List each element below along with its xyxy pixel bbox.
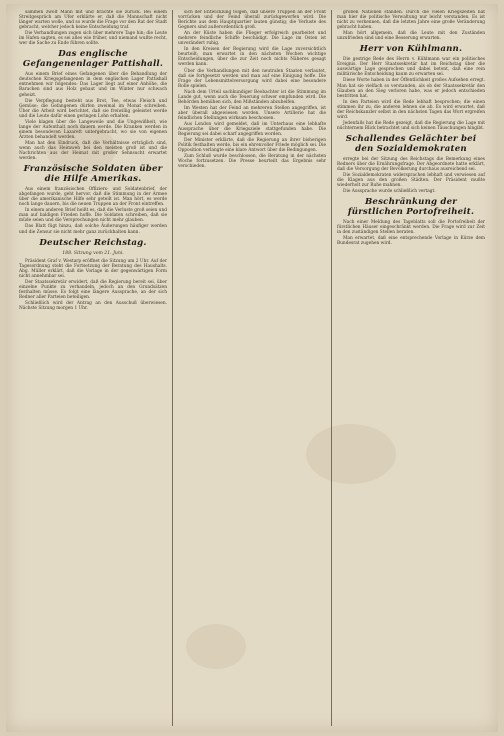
- article-paragraph: Die Verpflegung besteht aus Brot, Tee, etwas Fleisch und Gemüse; die Gefangenen dürfen zweimal im Monat schreiben. Über die Arbeit wird berichtet, daß sie freiwillig geleistet werde und die Leute dafür einen geringen Lohn erhalten.: [19, 98, 167, 119]
- article-paragraph: Das Blatt fügt hinzu, daß solche Äußerungen häufiger werden und die Zensur sie nicht mehr ganz zurückhalten kann.: [19, 224, 167, 235]
- headline-pattishall: Das englische Gefangenenlager Pattishall.: [22, 49, 164, 70]
- article-paragraph: Aus einem Brief eines Gefangenen über die Behandlung der deutschen Kriegsgefangenen in dem englischen Lager Pattishall entnehmen wir folgendes: Das Lager liegt auf einer Anhöhe, die Baracken sind aus Holz gebaut und im Winter nur schwach geheizt.: [19, 72, 167, 98]
- article-paragraph: Aus einem französischen Offiziers- und Soldatenbrief, der abgefangen wurde, geht hervor, daß die Stimmung in der Armee über die amerikanische Hilfe sehr geteilt ist. Man hört, es werde noch lange dauern, bis die neuen Truppen an der Front eintreffen.: [19, 187, 167, 208]
- headline-portofreiheit: Beschränkung der fürstlichen Portofreiheit.: [347, 197, 475, 218]
- article-paragraph: Die Sozialdemokraten widersprachen lebhaft und verwiesen auf die Klagen aus den großen Städten. Der Präsident mußte wiederholt zur Ruhe mahnen.: [337, 173, 485, 189]
- article-paragraph: Man erwartet, daß eine entsprechende Vorlage in Kürze dem Bundesrat zugehen wird.: [337, 236, 485, 247]
- article-paragraph: Zum Schluß wurde beschlossen, die Beratung in der nächsten Woche fortzusetzen. Die Presse beurteilt das Ergebnis sehr verschieden.: [178, 154, 326, 170]
- article-paragraph: Nach dem Urteil sachkundiger Beobachter ist die Stimmung im Lande gut, wenn auch die Teuerung schwer empfunden wird. Die Behörden bemühen sich, den Mißständen abzuhelfen.: [178, 89, 326, 105]
- article-paragraph: Man hört allgemein, daß die Leute mit den Zuständen unzufrieden sind und eine Besserung erwarten.: [337, 31, 485, 42]
- article-paragraph: Viele klagen über die Langeweile und die Ungewißheit, wie lange der Aufenthalt noch dauern werde. Die Kranken werden in einem besonderen Lazarett untergebracht, wo sie von eigenen Ärzten behandelt werden.: [19, 119, 167, 140]
- column-middle: [172, 10, 331, 726]
- article-paragraph: großen Nationen standen. Durch die vielen Kriegszeiten hat man hier die politische Verwaltung nur leicht verstanden. Es ist nicht zu verkennen, daß die letzten Jahre eine große Veränderung gebracht haben.: [337, 10, 485, 31]
- article-paragraph: Aus London wird gemeldet, daß im Unterhaus eine lebhafte Aussprache über die Kriegsziele stattgefunden habe. Die Regierung sei dabei scharf angegriffen worden.: [178, 121, 326, 138]
- article-paragraph: Jedenfalls hat die Rede gezeigt, daß die Regierung die Lage mit nüchternem Blick betrachtet und sich keinen Täuschungen hingibt.: [337, 120, 485, 131]
- article-paragraph: Im Westen hat der Feind an mehreren Stellen angegriffen, ist aber überall abgewiesen worden. Unsere Artillerie hat die feindlichen Stellungen wirksam beschossen.: [178, 105, 326, 121]
- article-paragraph: Nach einer Meldung des Tageblatts soll die Portofreiheit der fürstlichen Häuser eingeschränkt werden. Die Frage wird zur Zeit in den zuständigen Stellen beraten.: [337, 220, 485, 236]
- article-paragraph: erregte bei der Sitzung des Reichstags die Bemerkung eines Redners über die Ernährungsfrage. Der Abgeordnete hatte erklärt, daß die Versorgung der Bevölkerung durchaus ausreichend sei.: [337, 156, 485, 173]
- article-paragraph: An der Küste haben die Flieger erfolgreich gearbeitet und mehrere feindliche Schiffe beschädigt. Die Lage im Osten ist unverändert ruhig.: [178, 31, 326, 47]
- article-paragraph: Die gestrige Rede des Herrn v. Kühlmann war ein politisches Ereignis. Der Herr Staatssekretär hat im Reichstag über die auswärtige Lage gesprochen und dabei betont, daß eine rein militärische Entscheidung kaum zu erwarten sei.: [337, 57, 485, 78]
- session-subheading: 188. Sitzung vom 21. Juni.: [62, 250, 124, 256]
- newspaper-page: [6, 4, 498, 732]
- article-paragraph: sammen zwölf Mann mit und brachte sie zurück. Bei einem Streitgespräch am Ufer erklärte er, daß die Mannschaft nicht länger warten wolle, und so wurde die Frage vor den Rat der Stadt gebracht, welcher jedoch keine Entscheidung traf.: [19, 10, 167, 31]
- article-paragraph: Über die Verhandlungen mit den neutralen Staaten verlautet, daß sie fortgesetzt werden und man auf eine Einigung hoffe. Die Frage der Lebensmittelversorgung wird dabei eine besondere Rolle spielen.: [178, 68, 326, 89]
- column-right: [331, 10, 490, 726]
- headline-kuehlmann: Herr von Kühlmann.: [359, 44, 463, 55]
- article-paragraph: Schließlich wird der Antrag an den Ausschuß überwiesen. Nächste Sitzung morgen 1 Uhr.: [19, 300, 167, 311]
- article-paragraph: Man hat den Eindruck, daß die Verhältnisse erträglich sind, wenn auch das Heimweh bei den meisten groß ist und die Nachrichten aus der Heimat mit großer Sehnsucht erwartet werden.: [19, 140, 167, 162]
- headline-reichstag: Deutscher Reichstag.: [39, 237, 147, 248]
- column-left: [14, 10, 172, 726]
- article-paragraph: In den Parteien wird die Rede lebhaft besprochen; die einen stimmen ihr zu, die anderen lehnen sie ab. Es wird erwartet, daß der Reichskanzler selbst in den nächsten Tagen das Wort ergreifen wird.: [337, 99, 485, 120]
- article-paragraph: In einem anderen Brief heißt es, daß die Verluste groß seien und man auf baldigen Frieden hoffe. Die Soldaten schreiben, daß sie müde seien und die Versprechungen nicht mehr glauben.: [19, 208, 167, 224]
- article-paragraph: sich der Entwicklung folgen, daß unsere Truppen an der Front vorrücken und der Feind überall zurückgeworfen wird. Die Berichte aus dem Hauptquartier lauten günstig; die Verluste des Gegners sind außerordentlich groß.: [178, 10, 326, 31]
- headline-franzoesische-soldaten: Französische Soldaten über die Hilfe Amerikas.: [23, 164, 163, 185]
- article-paragraph: Der Minister erklärte, daß die Regierung an ihrer bisherigen Politik festhalten werde, bis ein ehrenvoller Friede möglich sei. Die Opposition verlangte eine klare Antwort über die Bedingungen.: [178, 138, 326, 154]
- article-paragraph: Der Staatssekretär erwidert, daß die Regierung bereit sei, über einzelne Punkte zu verhandeln, jedoch an den Grundsätzen festhalten müsse. Es folgt eine längere Aussprache, an der sich Redner aller Parteien beteiligen.: [19, 279, 167, 300]
- article-paragraph: Diese Worte haben in der Öffentlichkeit großes Aufsehen erregt. Man hat sie vielfach so verstanden, als ob der Staatssekretär den Glauben an den Sieg verloren habe, was er jedoch entschieden bestritten hat.: [337, 78, 485, 99]
- article-paragraph: In den Kreisen der Regierung wird die Lage zuversichtlich beurteilt; man erwartet in den nächsten Wochen wichtige Entscheidungen, über die zur Zeit noch nichts Näheres gesagt werden kann.: [178, 47, 326, 68]
- headline-gelaechter: Schallendes Gelächter bei den Sozialdemokraten: [345, 133, 477, 154]
- article-paragraph: Die Verhandlungen zogen sich über mehrere Tage hin; die Leute im Hafen sagten, es sei alles wie früher, und niemand wußte recht, wer die Sache zu Ende führen sollte.: [19, 31, 167, 47]
- article-paragraph: Die Aussprache wurde schließlich vertagt.: [343, 189, 436, 195]
- article-paragraph: Präsident Graf v. Westarp eröffnet die Sitzung um 2 Uhr. Auf der Tagesordnung steht die Fortsetzung der Beratung des Haushalts. Abg. Müller erklärt, daß die Vorlage in der gegenwärtigen Form nicht annehmbar sei.: [19, 258, 167, 279]
